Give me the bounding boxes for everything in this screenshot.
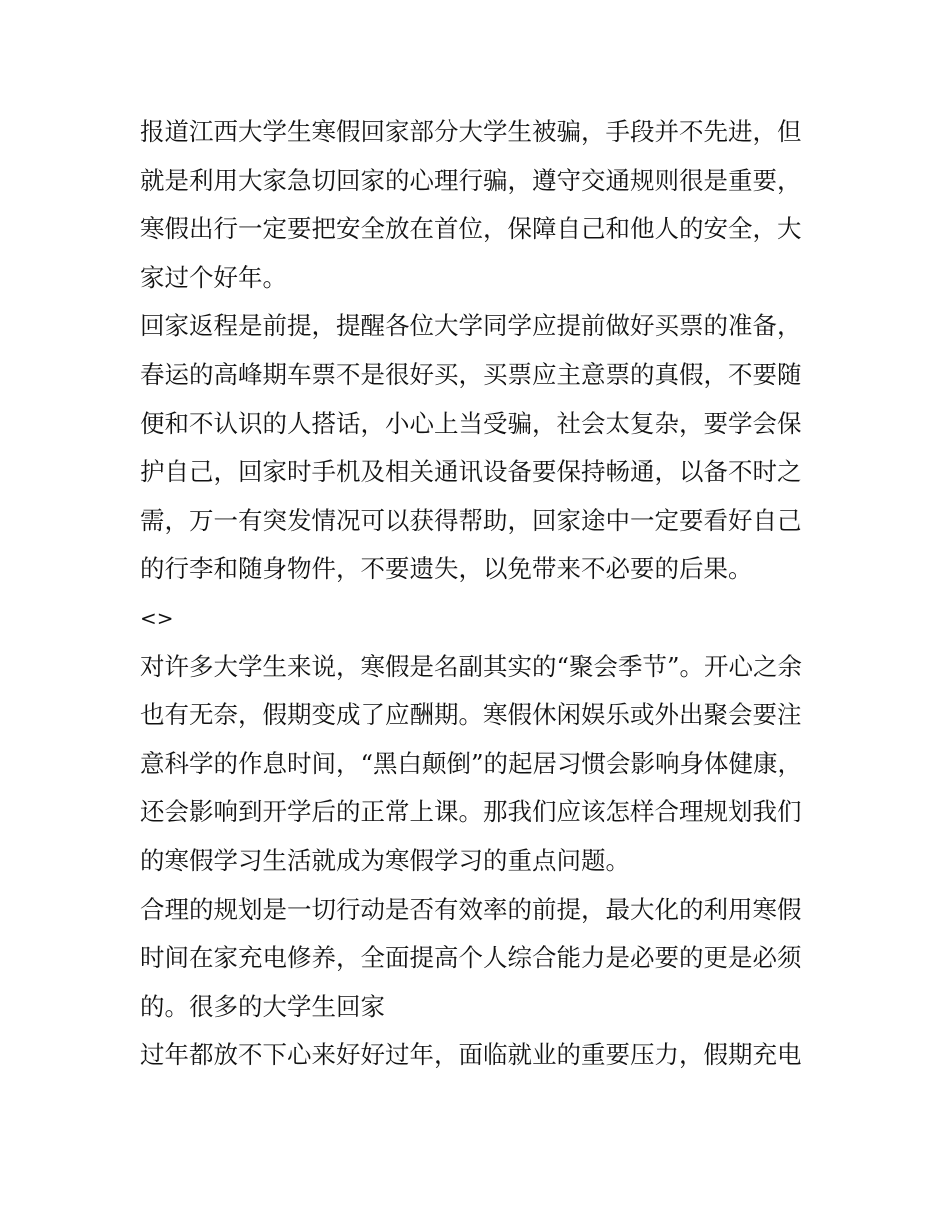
text-line: 寒假出行一定要把安全放在首位，保障自己和他人的安全，大: [140, 214, 802, 244]
text-line: 护自己，回家时手机及相关通讯设备要保持畅通，以备不时之: [140, 457, 802, 487]
text-line: 便和不认识的人搭话，小心上当受骗，社会太复杂，要学会保: [140, 408, 802, 438]
text-line: 需，万一有突发情况可以获得帮助，回家途中一定要看好自己: [140, 505, 802, 535]
text-line: 的行李和随身物件，不要遗失，以免带来不必要的后果。: [140, 554, 753, 584]
text-line: 过年都放不下心来好好过年，面临就业的重要压力，假期充电: [140, 1040, 802, 1070]
paragraph: [140, 643, 820, 886]
text-line: 还会影响到开学后的正常上课。那我们应该怎样合理规划我们: [140, 797, 802, 827]
paragraph: [140, 886, 820, 1032]
document-body: [140, 108, 820, 1080]
text-line: 春运的高峰期车票不是很好买，买票应主意票的真假，不要随: [140, 359, 802, 389]
text-line: 报道江西大学生寒假回家部分大学生被骗，手段并不先进，但: [140, 117, 802, 146]
text-line: 也有无奈，假期变成了应酬期。寒假休闲娱乐或外出聚会要注: [140, 700, 802, 730]
text-line: 家过个好年。: [140, 262, 287, 292]
text-line: 时间在家充电修养，全面提高个人综合能力是必要的更是必须: [140, 943, 802, 973]
paragraph: [140, 108, 820, 302]
text-line: 对许多大学生来说，寒假是名副其实的“聚会季节”。开心之余: [140, 651, 803, 681]
text-line: 回家返程是前提，提醒各位大学同学应提前做好买票的准备，: [140, 311, 802, 341]
text-line: 意科学的作息时间，“黑白颠倒”的起居习惯会影响身体健康，: [140, 748, 803, 778]
text-line: 合理的规划是一切行动是否有效率的前提，最大化的利用寒假: [140, 894, 802, 924]
text-line: 的寒假学习生活就成为寒假学习的重点问题。: [140, 845, 630, 875]
text-line: 的。很多的大学生回家: [140, 991, 385, 1021]
paragraph: [140, 302, 820, 594]
text-line: 就是利用大家急切回家的心理行骗，遵守交通规则很是重要，: [140, 165, 802, 195]
placeholder-marker: <>: [140, 605, 174, 630]
paragraph: [140, 1031, 820, 1080]
